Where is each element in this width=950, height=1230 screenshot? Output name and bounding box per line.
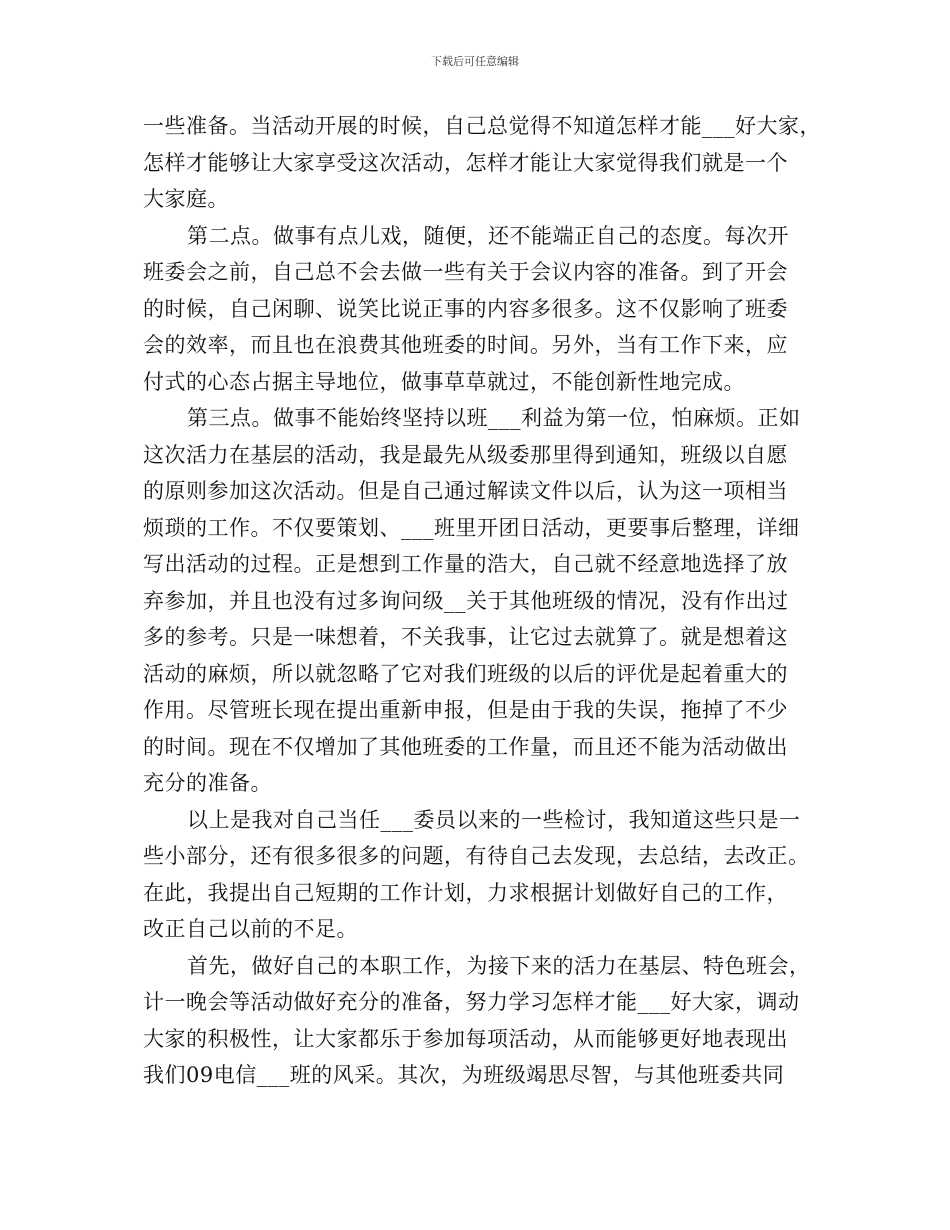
text-line: 弃参加，并且也没有过多询问级__关于其他班级的情况，没有作出过 [143, 588, 789, 613]
text-line: 的时间。现在不仅增加了其他班委的工作量，而且还不能为活动做出 [143, 734, 788, 759]
text-line: 些小部分，还有很多很多的问题，有待自己去发现，去总结，去改正。 [143, 844, 810, 868]
text-line: 活动的麻烦，所以就忽略了它对我们班级的以后的评优是起着重大的 [143, 661, 788, 686]
text-line: 在此，我提出自己短期的工作计划，力求根据计划做好自己的工作， [143, 880, 788, 905]
paragraph-third-point [143, 400, 833, 802]
text-line: 写出活动的过程。正是想到工作量的浩大，自己就不经意地选择了放 [143, 552, 788, 576]
text-line: 计一晚会等活动做好充分的准备，努力学习怎样才能___好大家，调动 [143, 990, 800, 1014]
text-line: 这次活力在基层的活动，我是最先从级委那里得到通知，班级以自愿 [143, 442, 788, 467]
text-line: 班委会之前，自己总不会去做一些有关于会议内容的准备。到了开会 [143, 260, 788, 284]
text-line: 充分的准备。 [143, 771, 272, 795]
paragraph-plan-first [143, 948, 833, 1094]
text-line: 付式的心态占据主导地位，做事草草就过，不能创新性地完成。 [143, 369, 745, 394]
document-body [143, 108, 833, 1094]
text-line: 烦琐的工作。不仅要策划、___班里开团日活动，更要事后整理，详细 [143, 515, 800, 540]
text-line: 的时候，自己闲聊、说笑比说正事的内容多很多。这不仅影响了班委 [143, 296, 788, 321]
paragraph-1-continued [143, 108, 833, 218]
text-line: 以上是我对自己当任___委员以来的一些检讨，我知道这些只是一 [187, 807, 801, 832]
text-line: 大家的积极性，让大家都乐于参加每项活动，从而能够更好地表现出 [143, 1026, 788, 1051]
paragraph-summary [143, 802, 833, 948]
text-line: 第三点。做事不能始终坚持以班___利益为第一位，怕麻烦。正如 [187, 406, 801, 430]
text-line: 第二点。做事有点儿戏，随便，还不能端正自己的态度。每次开 [187, 223, 789, 248]
text-line: 作用。尽管班长现在提出重新申报，但是由于我的失误，拖掉了不少 [143, 698, 788, 722]
text-line: 我们09电信___班的风采。其次，为班级竭思尽智，与其他班委共同 [143, 1063, 785, 1087]
text-line: 改正自己以前的不足。 [143, 917, 358, 941]
paragraph-second-point [143, 218, 833, 401]
text-line: 多的参考。只是一味想着，不关我事，让它过去就算了。就是想着这 [143, 625, 788, 649]
text-line: 大家庭。 [143, 187, 229, 211]
text-line: 一些准备。当活动开展的时候，自己总觉得不知道怎样才能___好大家， [143, 114, 821, 138]
text-line: 怎样才能够让大家享受这次活动，怎样才能让大家觉得我们就是一个 [143, 150, 788, 175]
text-line: 的原则参加这次活动。但是自己通过解读文件以后，认为这一项相当 [143, 479, 788, 503]
page-header: 下载后可任意编辑 [431, 55, 519, 68]
text-line: 会的效率，而且也在浪费其他班委的时间。另外，当有工作下来，应 [143, 333, 788, 357]
text-line: 首先，做好自己的本职工作，为接下来的活力在基层、特色班会， [187, 953, 811, 978]
